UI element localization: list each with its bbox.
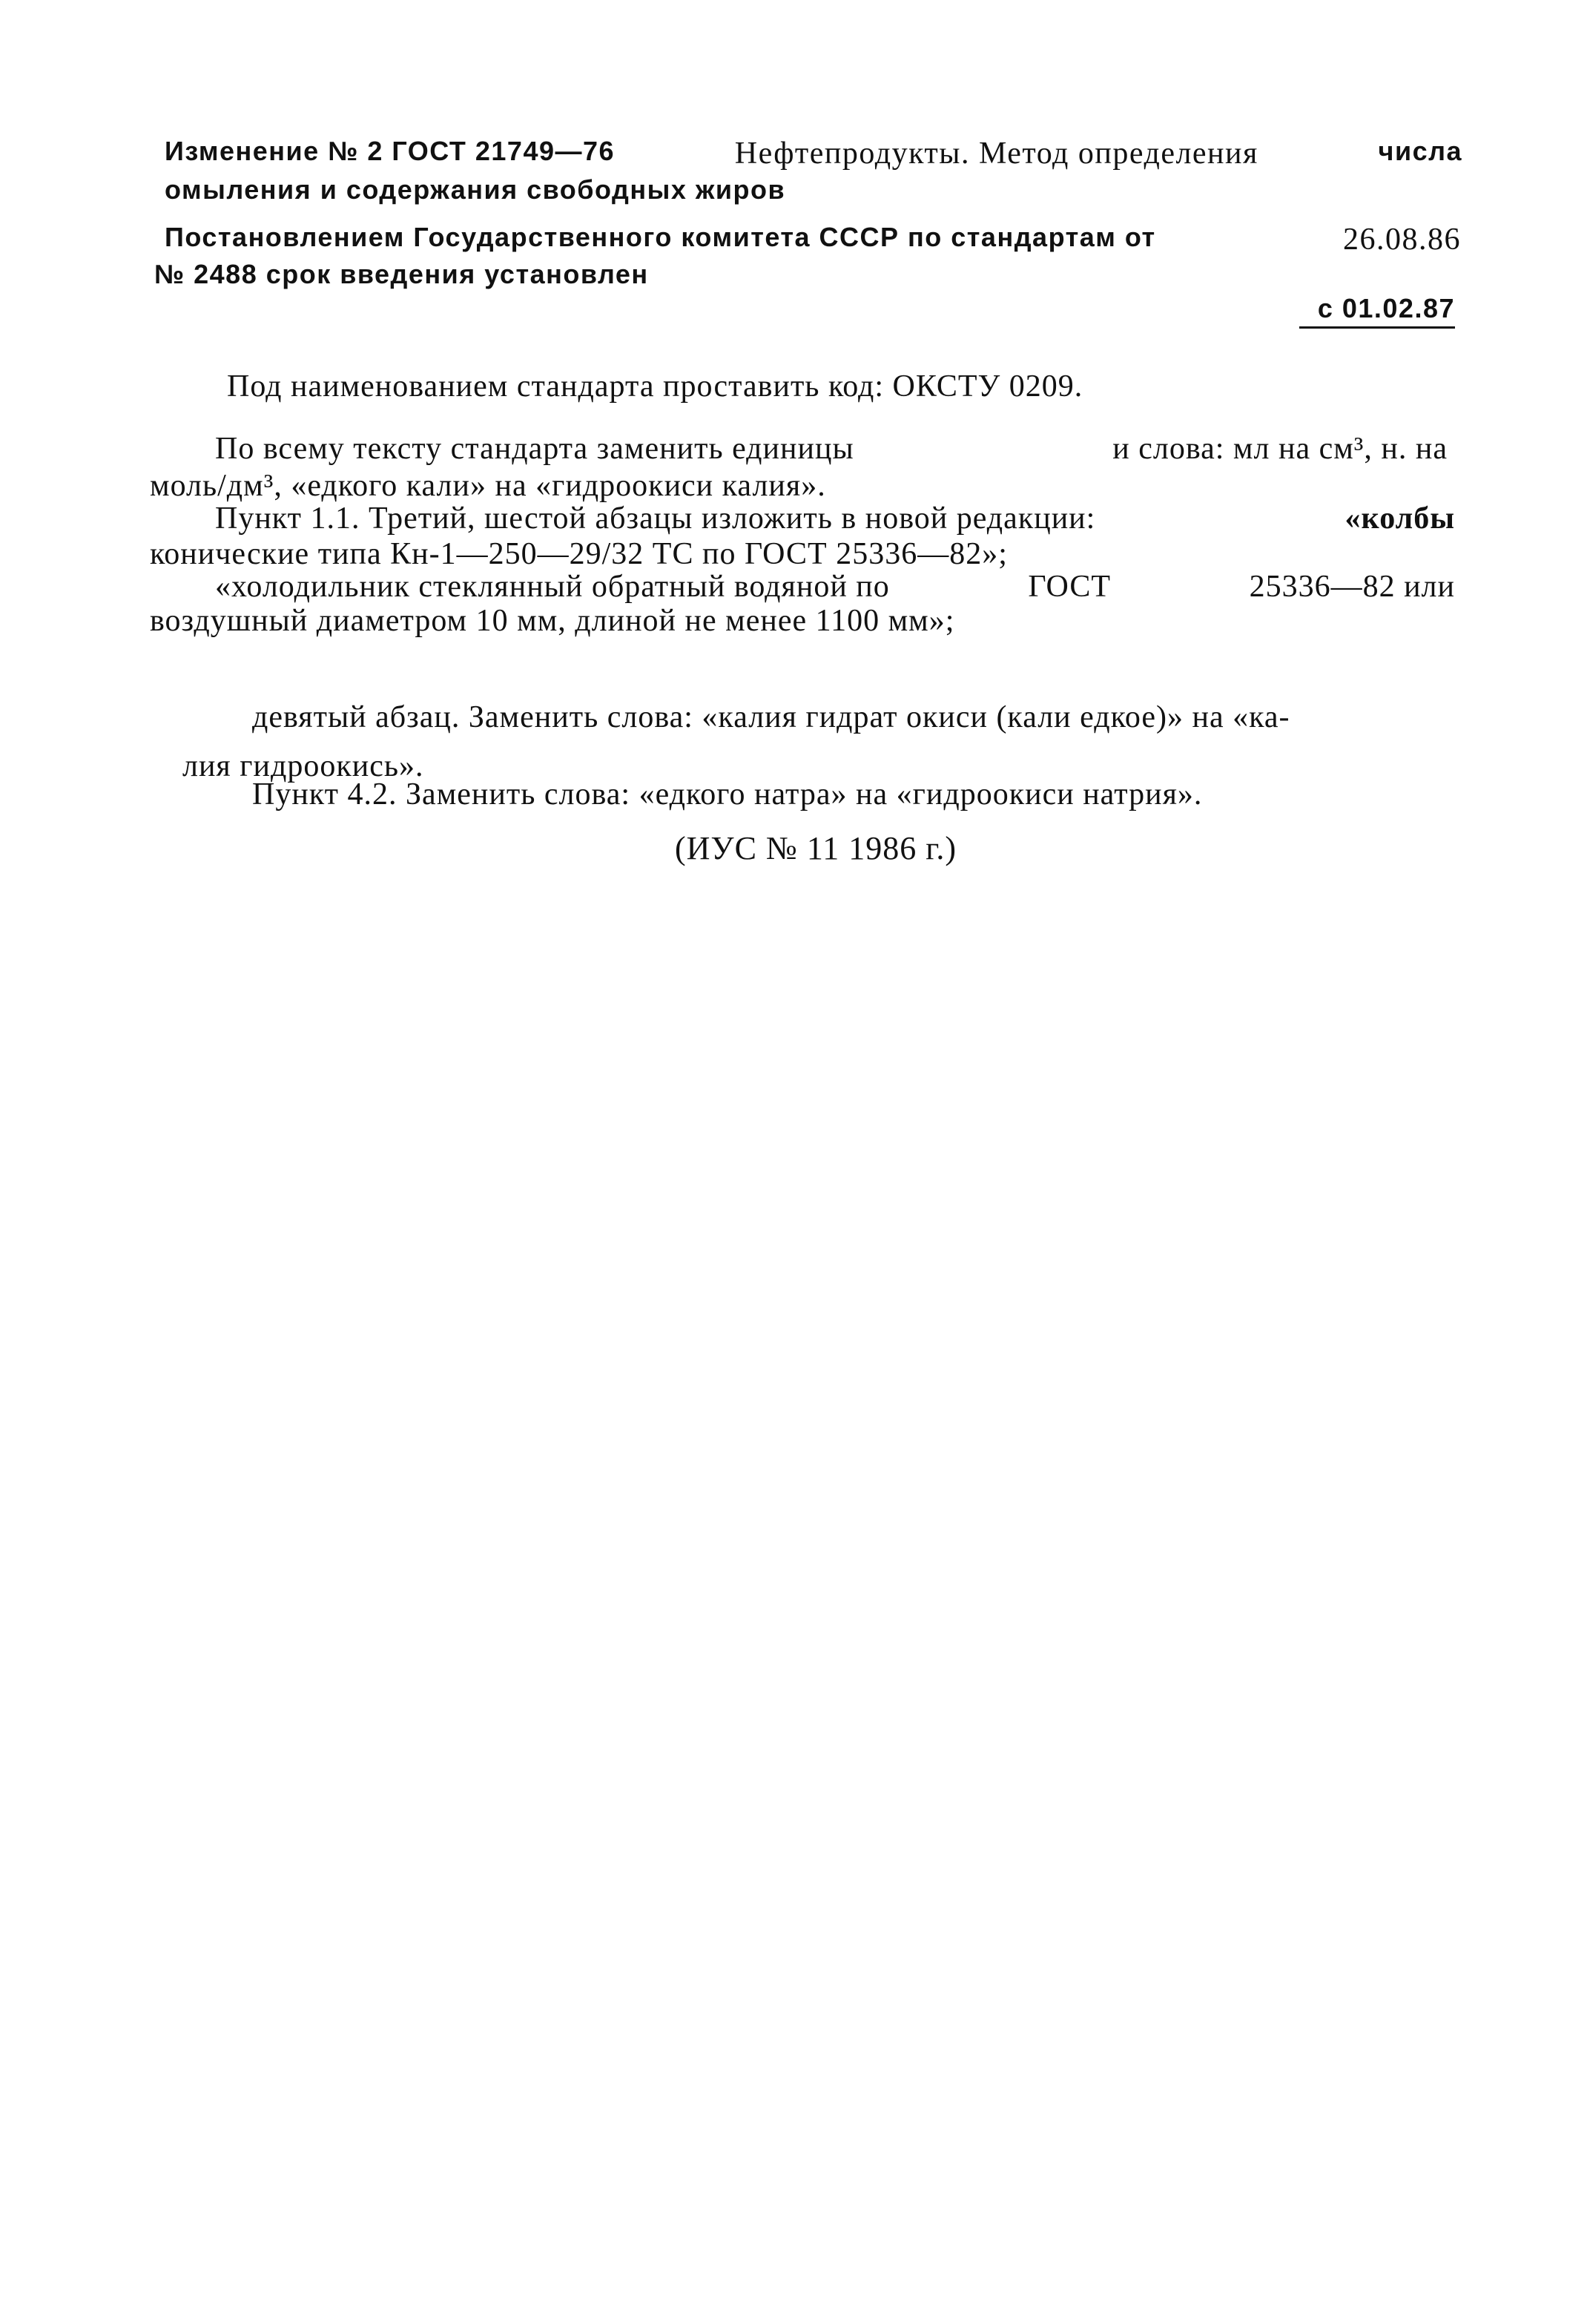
resolution-text: Постановлением Государственного комитета СССР по стандартам от xyxy=(165,222,1156,252)
condenser-gost: ГОСТ xyxy=(1028,570,1112,604)
amendment-title-line-2: омыления и содержания свободных жиров xyxy=(165,174,786,205)
point-1-1-line-2: конические типа Кн-1—250—29/32 ТС по ГОСТ 25336—82»; xyxy=(150,537,1008,571)
ninth-paragraph-line-1: девятый абзац. Заменить слова: «калия гидрат окиси (кали едкое)» на «ка- xyxy=(252,700,1290,734)
source-reference: (ИУС № 11 1986 г.) xyxy=(675,830,957,866)
units-text-left: По всему тексту стандарта заменить единицы xyxy=(215,432,854,466)
units-line-2: моль/дм³, «едкого кали» на «гидроокиси калия». xyxy=(150,469,826,503)
units-text-right: и слова: мл на см³, н. на xyxy=(1112,432,1448,466)
resolution-line-1 xyxy=(165,224,1461,255)
point-1-1-text: Пункт 1.1. Третий, шестой абзацы изложить в новой редакции: xyxy=(215,501,1096,536)
condenser-standard: 25336—82 или xyxy=(1249,570,1455,604)
resolution-date: 26.08.86 xyxy=(1343,223,1461,257)
point-1-1-line-1 xyxy=(215,503,1455,534)
resolution-line-2: № 2488 срок введения установлен xyxy=(154,259,649,289)
code-instruction: Под наименованием стандарта проставить код: ОКСТУ 0209. xyxy=(227,369,1083,404)
ninth-paragraph-line-2: лия гидроокись». xyxy=(182,749,424,783)
condenser-text: «холодильник стеклянный обратный водяной по xyxy=(215,570,890,604)
effective-date: с 01.02.87 xyxy=(1299,295,1455,329)
standard-title-part: Нефтепродукты. Метод определения xyxy=(734,136,1258,171)
amendment-title-line-1 xyxy=(165,138,1462,169)
standard-title-end: числа xyxy=(1378,136,1462,166)
point-4-2: Пункт 4.2. Заменить слова: «едкого натра» на «гидроокиси натрия». xyxy=(252,777,1203,812)
units-line-1 xyxy=(215,433,1448,464)
amendment-number: Изменение № 2 ГОСТ 21749—76 xyxy=(165,136,616,166)
point-1-1-line-3 xyxy=(215,571,1455,602)
point-1-1-line-4: воздушный диаметром 10 мм, длиной не менее 1100 мм»; xyxy=(150,604,955,638)
point-1-1-end: «колбы xyxy=(1345,501,1455,536)
